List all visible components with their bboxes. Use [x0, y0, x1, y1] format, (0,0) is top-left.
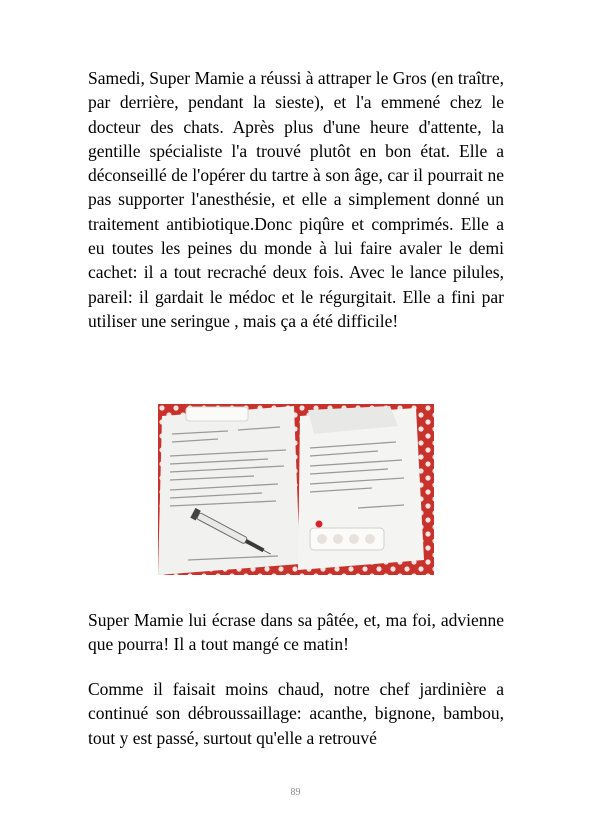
- photo-prescription-and-syringe: [158, 404, 434, 575]
- left-prescription-sheet: [158, 406, 300, 575]
- paragraph-pate: Super Mamie lui écrase dans sa pâtée, et, ma foi, advienne que pourra! Il a tout mangé ce matin!: [88, 610, 504, 655]
- pill-blister-strip: [186, 407, 248, 421]
- paragraph-vet-visit: Samedi, Super Mamie a réussi à attraper le Gros (en traître, par derrière, pendant la sieste), et l'a emmené chez le docteur des chats. Après plus d'une heure d'attente, la gentille spécialiste l'a trouvé plutôt en bon état. Elle a déconseillé de l'opérer du tartre à son âge, car il pourrait ne pas supporter l'anesthésie, et elle a simplement donné un traitement antibiotique.Donc piqûre et comprimés. Elle a eu toutes les peines du monde à lui faire avaler le demi cachet: il a tout recraché deux fois. Avec le lance pilules, pareil: il gardait le médoc et le régurgitait. Elle a fini par utiliser une seringue , mais ça a été difficile!: [88, 68, 504, 331]
- page-number: 89: [290, 787, 301, 798]
- paragraph-gardening: Comme il faisait moins chaud, notre chef jardinière a continué son débroussaillage: acanthe, bignone, bambou, tout y est passé, surtout qu'elle a retrouvé: [88, 679, 504, 748]
- photo-illustration: [158, 404, 434, 575]
- red-pill: [316, 521, 323, 528]
